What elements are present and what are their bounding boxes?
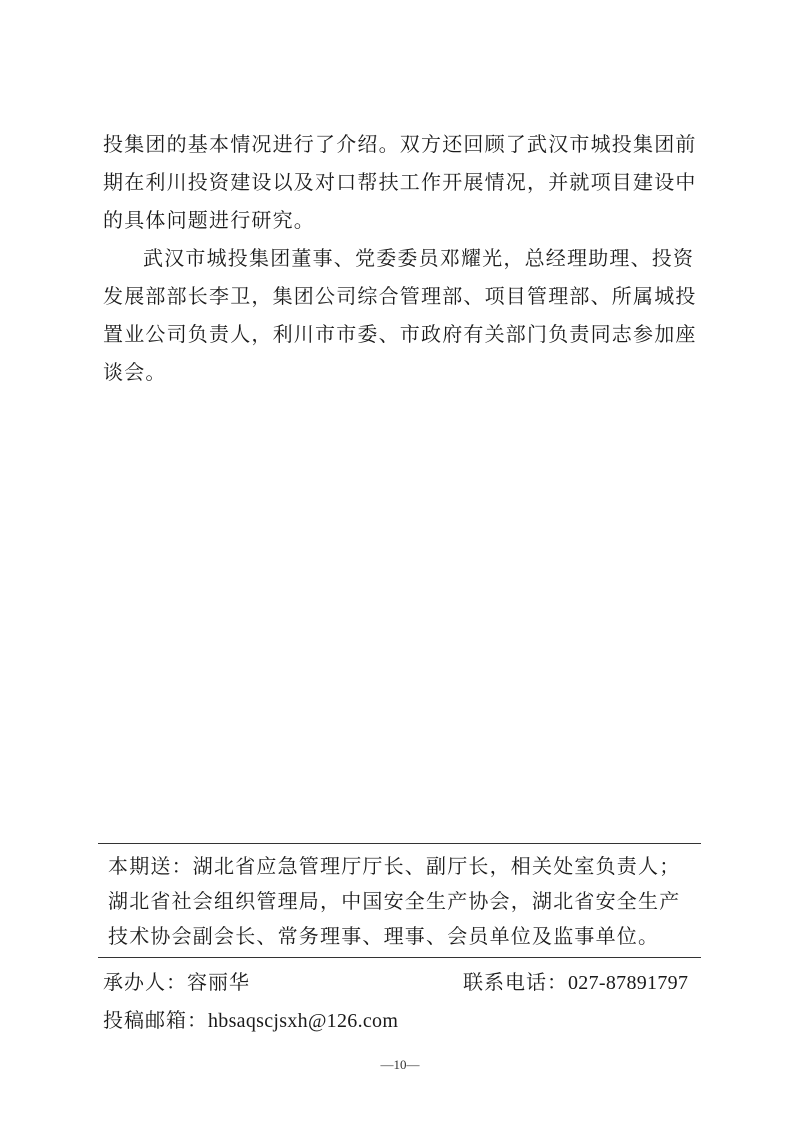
email-line <box>103 1006 398 1035</box>
email-label: 投稿邮箱： <box>103 1008 208 1032</box>
organizer-line <box>103 968 250 996</box>
distribution-list: 本期送：湖北省应急管理厅厅长、副厅长，相关处室负责人；湖北省社会组织管理局，中国安全生产协会，湖北省安全生产技术协会副会长、常务理事、理事、会员单位及监事单位。 <box>108 854 681 948</box>
body-paragraph-2: 武汉市城投集团董事、党委委员邓耀光，总经理助理、投资发展部部长李卫，集团公司综合管理部、项目管理部、所属城投置业公司负责人，利川市市委、市政府有关部门负责同志参加座谈会。 <box>103 246 697 384</box>
body-text <box>103 125 703 391</box>
distribution-bottom-rule <box>98 957 701 958</box>
email-address: hbsaqscjsxh@126.com <box>208 1010 399 1032</box>
organizer-name: 容丽华 <box>187 970 250 994</box>
organizer-label: 承办人： <box>103 970 187 994</box>
body-paragraph-1: 投集团的基本情况进行了介绍。双方还回顾了武汉市城投集团前期在利川投资建设以及对口帮扶工作开展情况，并就项目建设中的具体问题进行研究。 <box>103 132 697 232</box>
phone-number: 027-87891797 <box>568 972 689 994</box>
page-number: —10— <box>380 1057 420 1072</box>
distribution-top-rule <box>98 843 701 844</box>
phone-label: 联系电话： <box>463 970 568 994</box>
contact-line <box>463 968 688 997</box>
